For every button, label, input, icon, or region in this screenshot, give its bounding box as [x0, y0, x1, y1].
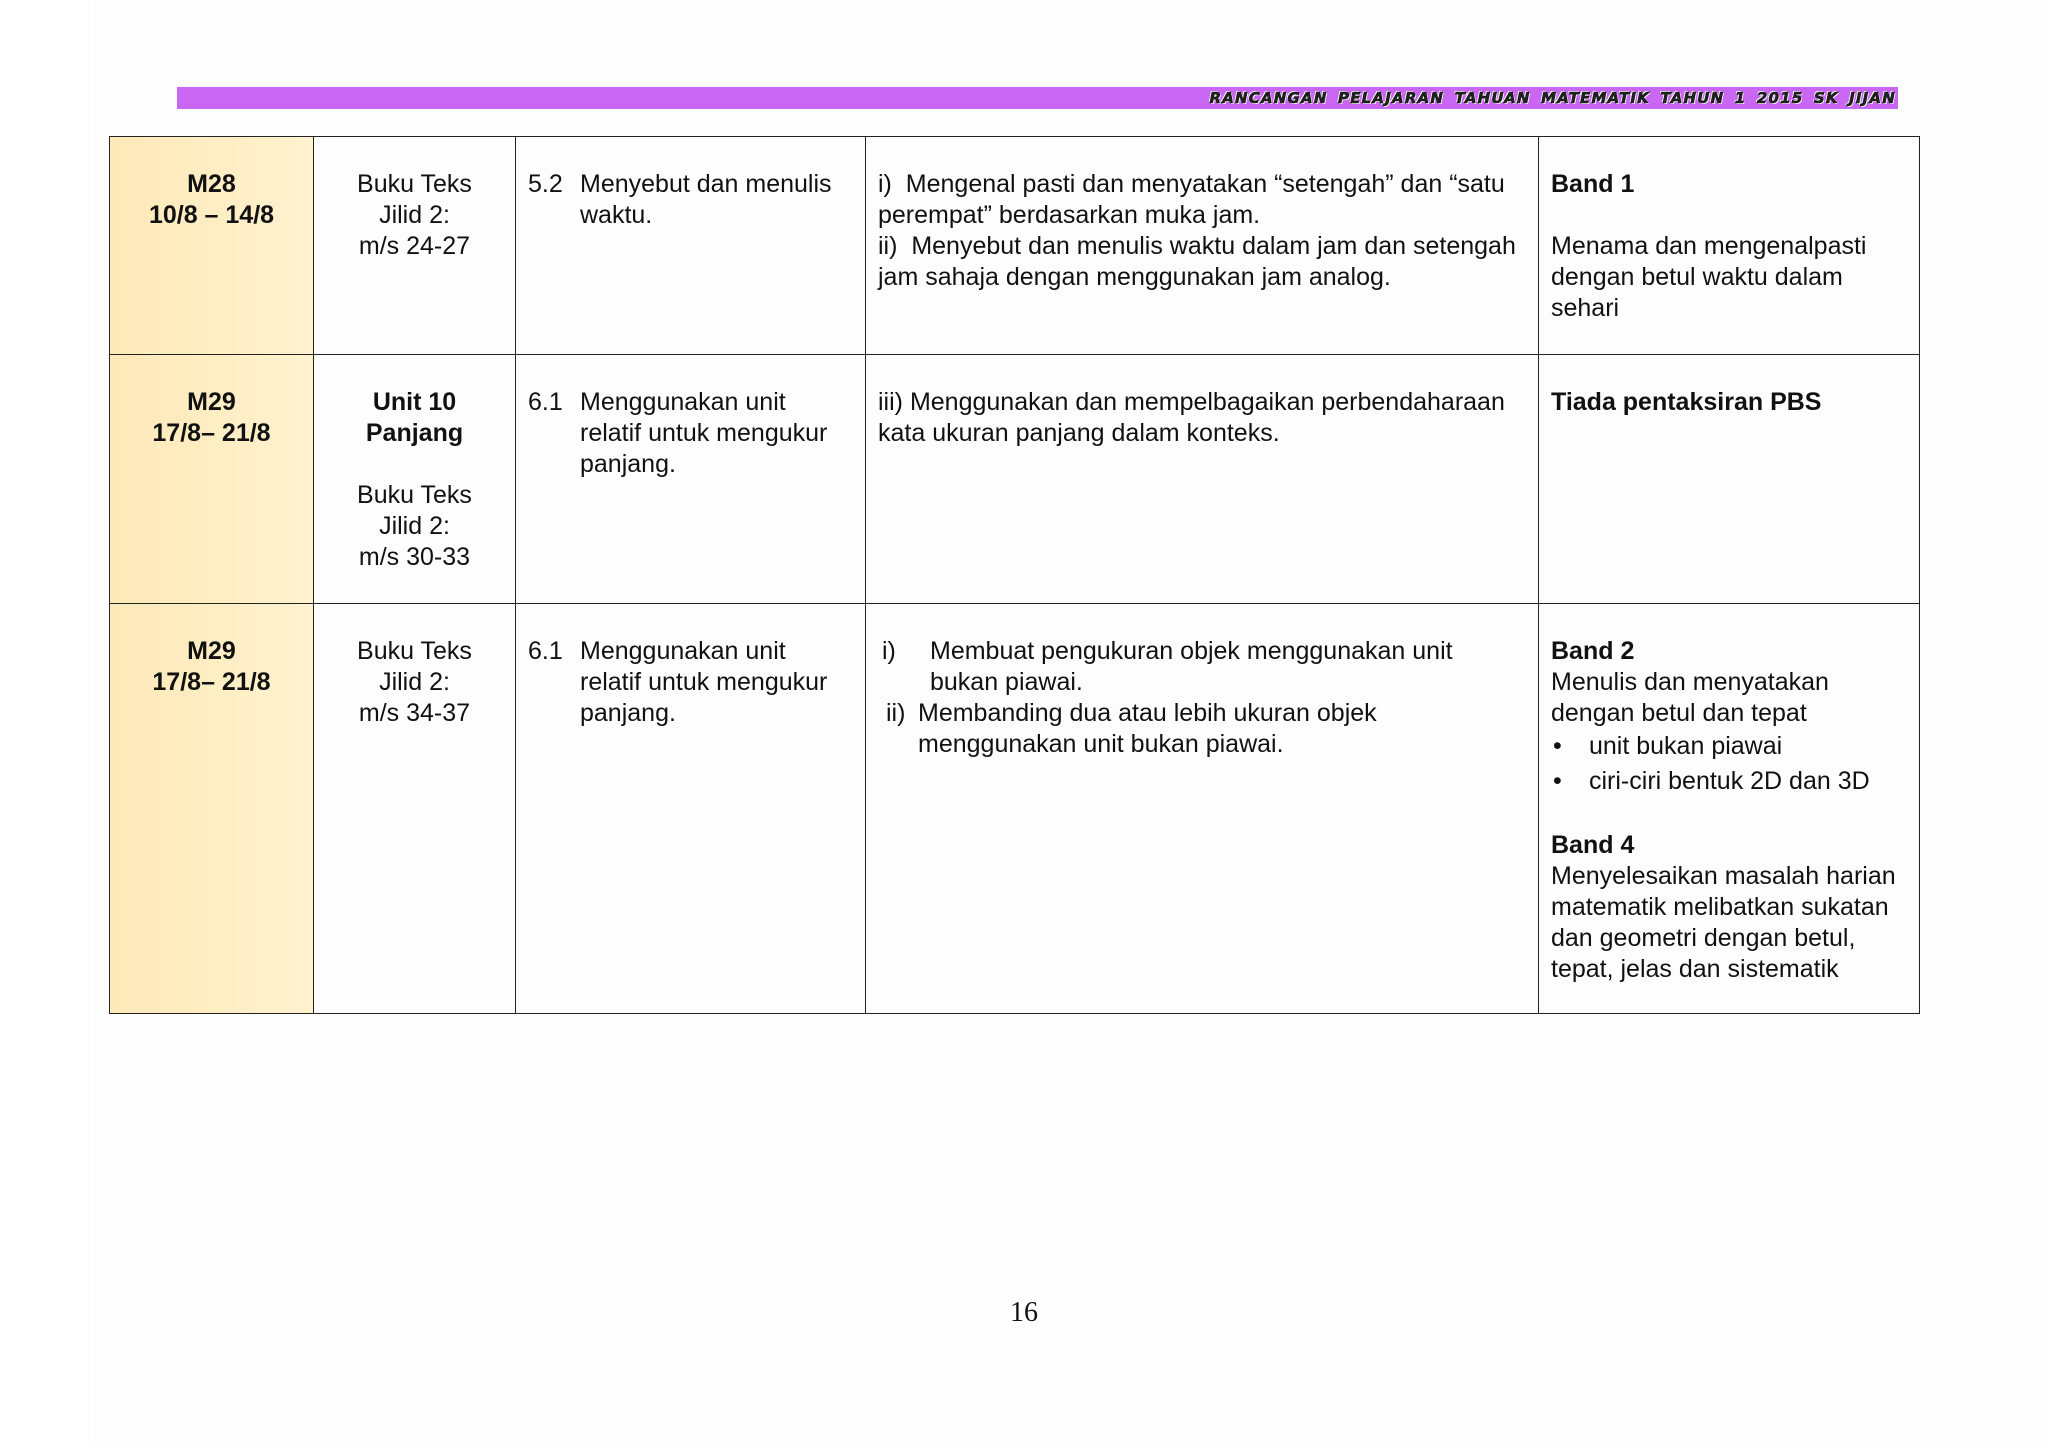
- objective-number: ii): [878, 232, 912, 260]
- standard-number: 5.2: [528, 170, 563, 198]
- objective-item: [878, 698, 1526, 760]
- book-pages: m/s 34-37: [358, 699, 471, 727]
- objective-text: Mengenal pasti dan menyatakan “setengah” dan “satu perempat” berdasarkan muka jam.: [878, 170, 1505, 229]
- objective-text: Membanding dua atau lebih ukuran objek menggunakan unit bukan piawai.: [918, 699, 1377, 758]
- band-bullet: [1551, 764, 1907, 799]
- objectives-cell: [866, 137, 1539, 355]
- table-row: [110, 355, 1920, 604]
- objective-item: [878, 387, 1526, 449]
- week-dates: 17/8– 21/8: [152, 668, 271, 696]
- book-title: Buku Teks: [357, 637, 472, 665]
- objectives-cell: [866, 604, 1539, 1014]
- unit-title: Panjang: [365, 419, 464, 447]
- bullet-icon: •: [1553, 767, 1562, 795]
- standard-cell: [516, 137, 866, 355]
- book-title: Buku Teks: [357, 481, 472, 509]
- unit-number: Unit 10: [372, 388, 457, 416]
- objective-text: Menggunakan dan mempelbagaikan perbendaharaan kata ukuran panjang dalam konteks.: [878, 388, 1505, 447]
- objective-text: Membuat pengukuran objek menggunakan unit bukan piawai.: [930, 637, 1453, 696]
- band-cell: [1539, 137, 1920, 355]
- objective-number: iii): [878, 388, 903, 416]
- band-description: Menama dan mengenalpasti dengan betul waktu dalam sehari: [1551, 232, 1867, 322]
- band-bullet: [1551, 729, 1907, 764]
- week-dates: 17/8– 21/8: [152, 419, 271, 447]
- header-banner: [177, 87, 1898, 109]
- bullet-text: unit bukan piawai: [1589, 732, 1783, 760]
- objective-text: Menyebut dan menulis waktu dalam jam dan setengah jam sahaja dengan menggunakan jam analog.: [878, 232, 1516, 291]
- book-volume: Jilid 2:: [379, 512, 450, 540]
- objective-number: i): [882, 637, 896, 665]
- standard-number: 6.1: [528, 637, 563, 665]
- objective-number: ii): [886, 699, 906, 727]
- standard-number: 6.1: [528, 388, 563, 416]
- book-cell: [314, 604, 516, 1014]
- book-volume: Jilid 2:: [379, 668, 450, 696]
- week-dates: 10/8 – 14/8: [148, 201, 275, 229]
- week-number: M29: [187, 388, 236, 416]
- objective-item: [878, 231, 1526, 293]
- week-number: M28: [187, 170, 236, 198]
- standard-cell: [516, 355, 866, 604]
- band-title: Band 2: [1551, 637, 1635, 665]
- band-description: Menulis dan menyatakan dengan betul dan tepat: [1551, 668, 1829, 727]
- objectives-cell: [866, 355, 1539, 604]
- week-number: M29: [187, 637, 236, 665]
- standard-cell: [516, 604, 866, 1014]
- band-title: Band 4: [1551, 831, 1635, 859]
- band-description: Menyelesaikan masalah harian matematik melibatkan sukatan dan geometri dengan betul, tepat, jelas dan sistematik: [1551, 862, 1896, 983]
- book-volume: Jilid 2:: [379, 201, 450, 229]
- week-cell: [110, 137, 314, 355]
- bullet-text: ciri-ciri bentuk 2D dan 3D: [1589, 767, 1870, 795]
- objective-item: [878, 636, 1526, 698]
- book-cell: [314, 137, 516, 355]
- objective-number: i): [878, 170, 906, 198]
- band-cell: [1539, 604, 1920, 1014]
- objective-item: [878, 169, 1526, 231]
- standard-text: Menggunakan unit relatif untuk mengukur panjang.: [580, 637, 828, 727]
- standard-text: Menggunakan unit relatif untuk mengukur panjang.: [580, 388, 828, 478]
- week-cell: [110, 604, 314, 1014]
- header-title: RANCANGAN PELAJARAN TAHUAN MATEMATIK TAHUN 1 2015 SK JIJAN: [1209, 89, 1896, 107]
- band-title: Band 1: [1551, 170, 1635, 198]
- bullet-icon: •: [1553, 732, 1562, 760]
- book-title: Buku Teks: [357, 170, 472, 198]
- table-row: [110, 137, 1920, 355]
- book-cell: [314, 355, 516, 604]
- book-pages: m/s 24-27: [358, 232, 471, 260]
- band-cell: [1539, 355, 1920, 604]
- table-row: [110, 604, 1920, 1014]
- band-title: Tiada pentaksiran PBS: [1551, 388, 1822, 416]
- book-pages: m/s 30-33: [358, 543, 471, 571]
- lesson-plan-table: [109, 136, 1920, 1014]
- page-number: 16: [1010, 1297, 1038, 1328]
- week-cell: [110, 355, 314, 604]
- standard-text: Menyebut dan menulis waktu.: [580, 170, 832, 229]
